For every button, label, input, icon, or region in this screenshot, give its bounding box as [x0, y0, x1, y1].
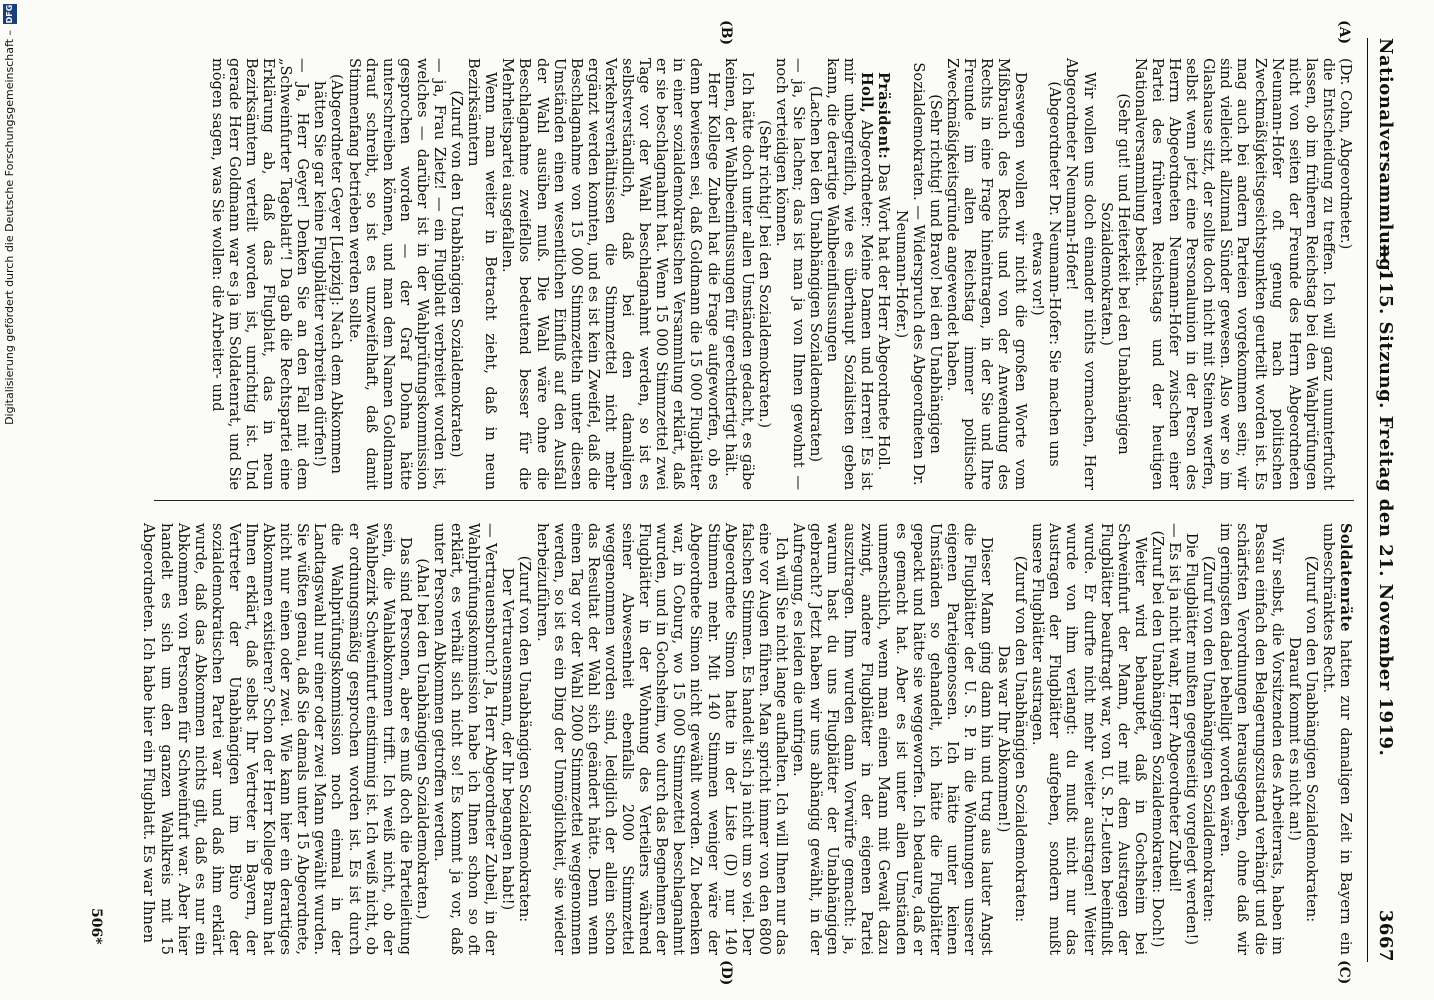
- right-column-paragraph: Die Flugblätter mußten gegenseitig vorgelegt werden!): [1183, 532, 1201, 946]
- signature-mark: 506*: [88, 908, 104, 945]
- page-header: [1367, 38, 1402, 962]
- right-column-paragraph: — Vertrauensbruch? Ja, Herr Abgeordneter Zubeil, in der Wahlprüfungskommission habe ich Ihnen schon so oft erklärt, es verhält sich nicht so! Es kommt ja vor, daß unter Personen Abkommen getroffen werden.: [431, 523, 500, 955]
- header-title: Nationalversammlung.: [1375, 38, 1396, 279]
- right-column-paragraph: (Zuruf von den Unabhängigen Sozialdemokraten:: [1012, 555, 1030, 923]
- column-divider: [154, 500, 1354, 501]
- left-column-paragraph: die Entscheidung zu treffen. Ich will ganz unumterfucht lassen, ob im früheren Reichstag bei den Wahlprüfungen nicht von seiten der Freunde des Herrn Abgeordneten Neumann-Hofer oft genug nach politischen Zweckmäßigkeitsgesichtspunkten geurteilt worden ist. Es mag auch bei andern Parteien vorgekommen sein; wir sind vielleicht allzumal Sünder gewesen. Also wer so im Glashause sitzt, der sollte doch nicht mit Steinen werfen, selbst wenn jetzt eine Personalunion in der Person des Herrn Abgeordneten Neumann-Hofer zwischen einer Partei des früheren Reichstags und der heutigen Nationalversammlung besteht.: [1131, 58, 1337, 490]
- credit-strip: [0, 0, 22, 1000]
- left-column-paragraph: (Abgeordneter Dr. Neumann-Hofer: Sie machen uns etwas vor!): [1029, 81, 1064, 467]
- right-column-paragraph: (Zuruf von den Unabhängigen Sozialdemokraten:: [1302, 555, 1320, 923]
- speaker-name: Holl,: [858, 72, 876, 114]
- speaker-name: Präsident:: [875, 72, 893, 160]
- right-column-paragraph: — Es ist ja nicht wahr, Herr Abgeordneter Zubeil!: [1166, 523, 1184, 893]
- margin-marker-c: (C): [1336, 960, 1352, 985]
- right-column-paragraph: (Zuruf bei den Unabhängigen Sozialdemokraten: Doch!): [1148, 530, 1166, 948]
- left-column-paragraph: — ja, Sie lachen; das ist man ja von Ihnen gewohnt — noch verteidigen können.: [772, 58, 807, 490]
- left-column-paragraph: Herr Kollege Zubeil hat die Frage aufgeworfen, ob es denn bewiesen sei, daß Goldmann die 15 000 Flugblätter in einer sozialdemokratischen Versammlung erklärt, daß er sie beschlagnahmt hat. Wenn 15 000 Stimmzettel zwei Tage vor der Wahl beschlagnahmt werden, so ist es selbstverständlich, daß bei den damaligen Verkehrsverhältnissen die Stimmzettel nicht mehr ergänzt werden konnten, und es ist kein Zweifel, daß die Beschlagnahme von 15 000 Stimmzetteln unter diesen Umständen einen wesentlichen Einfluß auf den Ausfall der Wahl ausüben muß. Die Wahl wäre ohne die Beschlagnahme zweifellos bedeutend besser für die Mehrheitspartei ausgefallen.: [499, 58, 722, 490]
- margin-marker-a: (A): [1336, 20, 1352, 45]
- left-column-paragraph: (Zuruf von den Unabhängigen Sozialdemokraten): [448, 90, 466, 458]
- credit-text: Digitalisierung gefördert durch die Deutsche Forschungsgemeinschaft –: [3, 30, 16, 425]
- header-session: — 115. Sitzung. Freitag den 21. November 1919.: [1375, 243, 1396, 757]
- left-column-paragraph: Ich hätte doch unter allen Umständen gedacht, es gäbe keinen, der Wahlbeeinflussungen für gerechtfertigt hält.: [721, 58, 756, 490]
- left-column-paragraph: Wenn man weiter in Betracht zieht, daß in neun Bezirksämtern: [465, 58, 500, 490]
- right-column-paragraph: Das sind Personen, aber es muß doch die Parteileitung sein, die Wahlabkommen trifft. Ich weiß nicht, ob der Wahlbezirk Schweinfurt einstimmig ist. Ich weiß nicht, ob er ordnungsmäßig gesprochen worden ist. Es ist durch die Wahlprüfungskommission noch einmal in der Landtagswahl nur einer oder zwei Mann gewählt wurden. Sie wüßten genau, daß Sie damals unter 15 Abgeordnete, nicht nur einen oder zwei. Wie kann hier ein derartiges Abkommen existieren? Schon der Herr Kollege Braun hat Ihnen erklärt, daß selbst Ihr Vertreter in Bayern, der Vertreter der Unabhängigen im Büro der sozialdemokratischen Partei war und daß ihm erklärt wurde, daß das Abkommen nichts gilt, daß es nur ein Abkommen von Personen für Schweinfurt war. Aber hier handelt es sich um den ganzen Wahlkreis mit 15 Abgeordneten. Ich habe hier ein Flugblatt. Es war Ihnen: [140, 523, 414, 955]
- left-column-paragraph: (Sehr richtig! bei den Sozialdemokraten.): [755, 119, 773, 429]
- speaker-name: Soldatenräte: [1337, 523, 1354, 632]
- left-column-paragraph: Deswegen wollen wir nicht die großen Worte vom Mißbrauch des Rechts und von der Anwendung des Rechts in eine Frage hineintragen, in der Sie und Ihre Freunde im alten Reichstag immer politische Zweckmäßigkeitsgründe angewendet haben.: [943, 58, 1030, 490]
- right-column-paragraph: Darauf kommt es nicht an!): [1285, 637, 1303, 841]
- right-column-paragraph: Das war Ihr Abkommen!): [995, 645, 1013, 833]
- right-column-paragraph: Dieser Mann ging dann hin und trug aus lauter Angst die Flugblätter der U. S. P. in die Wohnungen unserer eigenen Parteigenossen. Ich hätte unter keinen Umständen so gehandelt, ich hätte die Flugblätter gepackt und hätte sie weggeworfen. Ich bedaure, daß er es gemacht hat. Aber es ist unter allen Umständen unmenschlich, wenn man einen Mann mit Gewalt dazu zwingt, andere Flugblätter in der eigenen Partei auszutragen. Ihm wurden dann Vorwürfe gemacht: ja, warum hast du uns Flugblätter der Unabhängigen gebracht? Jetzt haben wir uns abhängig gewählt, in der Aufregung, es leiden die unfrigen.: [790, 523, 996, 955]
- right-column-paragraph: (Zuruf von den Unabhängigen Sozialdemokraten:: [516, 555, 534, 923]
- left-column-paragraph: — Ja, Herr Geyer! Denken Sie an den Fall mit dem „Schweinfurter Tageblatt“! Da gab die Rechtspartei eine Erklärung ab, daß das Flugblatt, das in neun Bezirksämtern verteilt worden ist, unrichtig ist. Und gerade Herr Goldmann war es ja im Soldatenrat, und Sie mögen sagen, was Sie wollen: die Arbeiter- und: [208, 58, 312, 490]
- right-column-paragraph: Weiter wird behauptet, daß in Gochsheim bei Schweinfurt der Mann, der mit dem Austragen der Flugblätter beauftragt war, von U. S. P.-Leuten beeinflußt wurde. Er durfte nicht mehr weiter austragen! Weiter wurde von ihm verlangt: du mußt nicht nur das Austragen der Flugblätter aufgeben, sondern mußt unsere Flugblätter austragen.: [1029, 523, 1149, 955]
- page-number: 3667: [1375, 909, 1396, 962]
- margin-marker-b: (B): [718, 20, 734, 46]
- right-column-paragraph: Soldatenräte hatten zur damaligen Zeit in Bayern ein unbeschränktes Recht.: [1319, 523, 1354, 955]
- left-column-paragraph: (Sehr richtig! und Bravo! bei den Unabhängigen Sozialdemokraten. — Widerspruch des Abgeordneten Dr. Neumann-Hofer.): [892, 62, 944, 486]
- left-column: [154, 58, 1354, 490]
- left-column-paragraph: Holl, Abgeordneter: Meine Damen und Herren! Es ist mir unbegreiflich, wie es überhaupt Sozialisten geben kann, die derartige Wahlbeeinflussungen: [824, 58, 876, 490]
- margin-marker-d: (D): [718, 960, 734, 986]
- right-column-paragraph: (Aha! bei den Unabhängigen Sozialdemokraten.): [413, 558, 431, 920]
- right-column-paragraph: Wir selbst, die Vorsitzenden des Arbeiterrats, haben im Passau einfach den Belagerungszustand verhängt und die schärfsten Verordnungen herausgegeben, ohne daß wir im geringsten dabei behelligt worden wären.: [1217, 523, 1286, 955]
- right-column-paragraph: (Zuruf von den Unabhängigen Sozialdemokraten:: [1200, 555, 1218, 923]
- left-column-paragraph: (Abgeordneter Geyer [Leipzig]: Nach dem Abkommen hätten Sie gar keine Flugblätter verbreiten dürfen!): [311, 74, 346, 474]
- left-column-paragraph: (Lachen bei den Unabhängigen Sozialdemokraten): [807, 85, 825, 463]
- dfg-logo: DFG: [3, 4, 17, 24]
- right-column-paragraph: Ich will Sie nicht lange aufhalten. Ich will Ihnen nur das eine vor Augen führen. Man spricht immer von den 6800 falschen Stimmen. Es handelt sich ja nicht um so viel. Der Abgeordnete Simon hatte in der Liste (D) nur 140 Stimmen mehr. Mit 140 Stimmen weniger wäre der Abgeordnete Simon nicht gewählt worden. Zu bedenken war, in Coburg, wo 15 000 Stimmzettel beschlagnahmt wurden, und in Gochsheim, wo durch das Begnehmen der Flugblätter in der Wohnung des Verteilers während seiner Abwesenheit ebenfalls 2000 Stimmzettel weggenommen worden sind, lediglich der allein schon das Resultat der Wahl sich geändert hätte. Denn wenn einen Tag vor der Wahl 2000 Stimmzettel weggenommen werden, so ist es ein Ding der Unmöglichkeit, sie wieder herbeizuführen.: [533, 523, 790, 955]
- left-column-paragraph: (Dr. Cohn, Abgeordneter.): [1337, 58, 1354, 250]
- left-column-paragraph: Präsident: Das Wort hat der Herr Abgeordnete Holl.: [875, 72, 893, 471]
- right-column-paragraph: Der Vertrauensmann, der Ihr begangen habt!): [499, 567, 517, 911]
- left-column-paragraph: (Sehr gut! und Heiterkeit bei den Unabhängigen Sozialdemokraten.): [1097, 93, 1132, 455]
- left-column-paragraph: Wir wollen uns doch einander nichts vormachen, Herr Abgeordneter Neumann-Hofer!: [1063, 58, 1098, 490]
- right-column: [140, 523, 1354, 955]
- left-column-paragraph: — ja, Frau Zietz! — ein Flugblatt verbreitet worden ist, welches — darüber ist in der Wahlprüfungskommission gesprochen worden — der Graf Dohna hätte unterschreiben können, und man dem Namen Goldmann drauf schreibt, so ist es unzweifelhaft, daß damit Stimmenfang betrieben werden sollte.: [345, 58, 449, 490]
